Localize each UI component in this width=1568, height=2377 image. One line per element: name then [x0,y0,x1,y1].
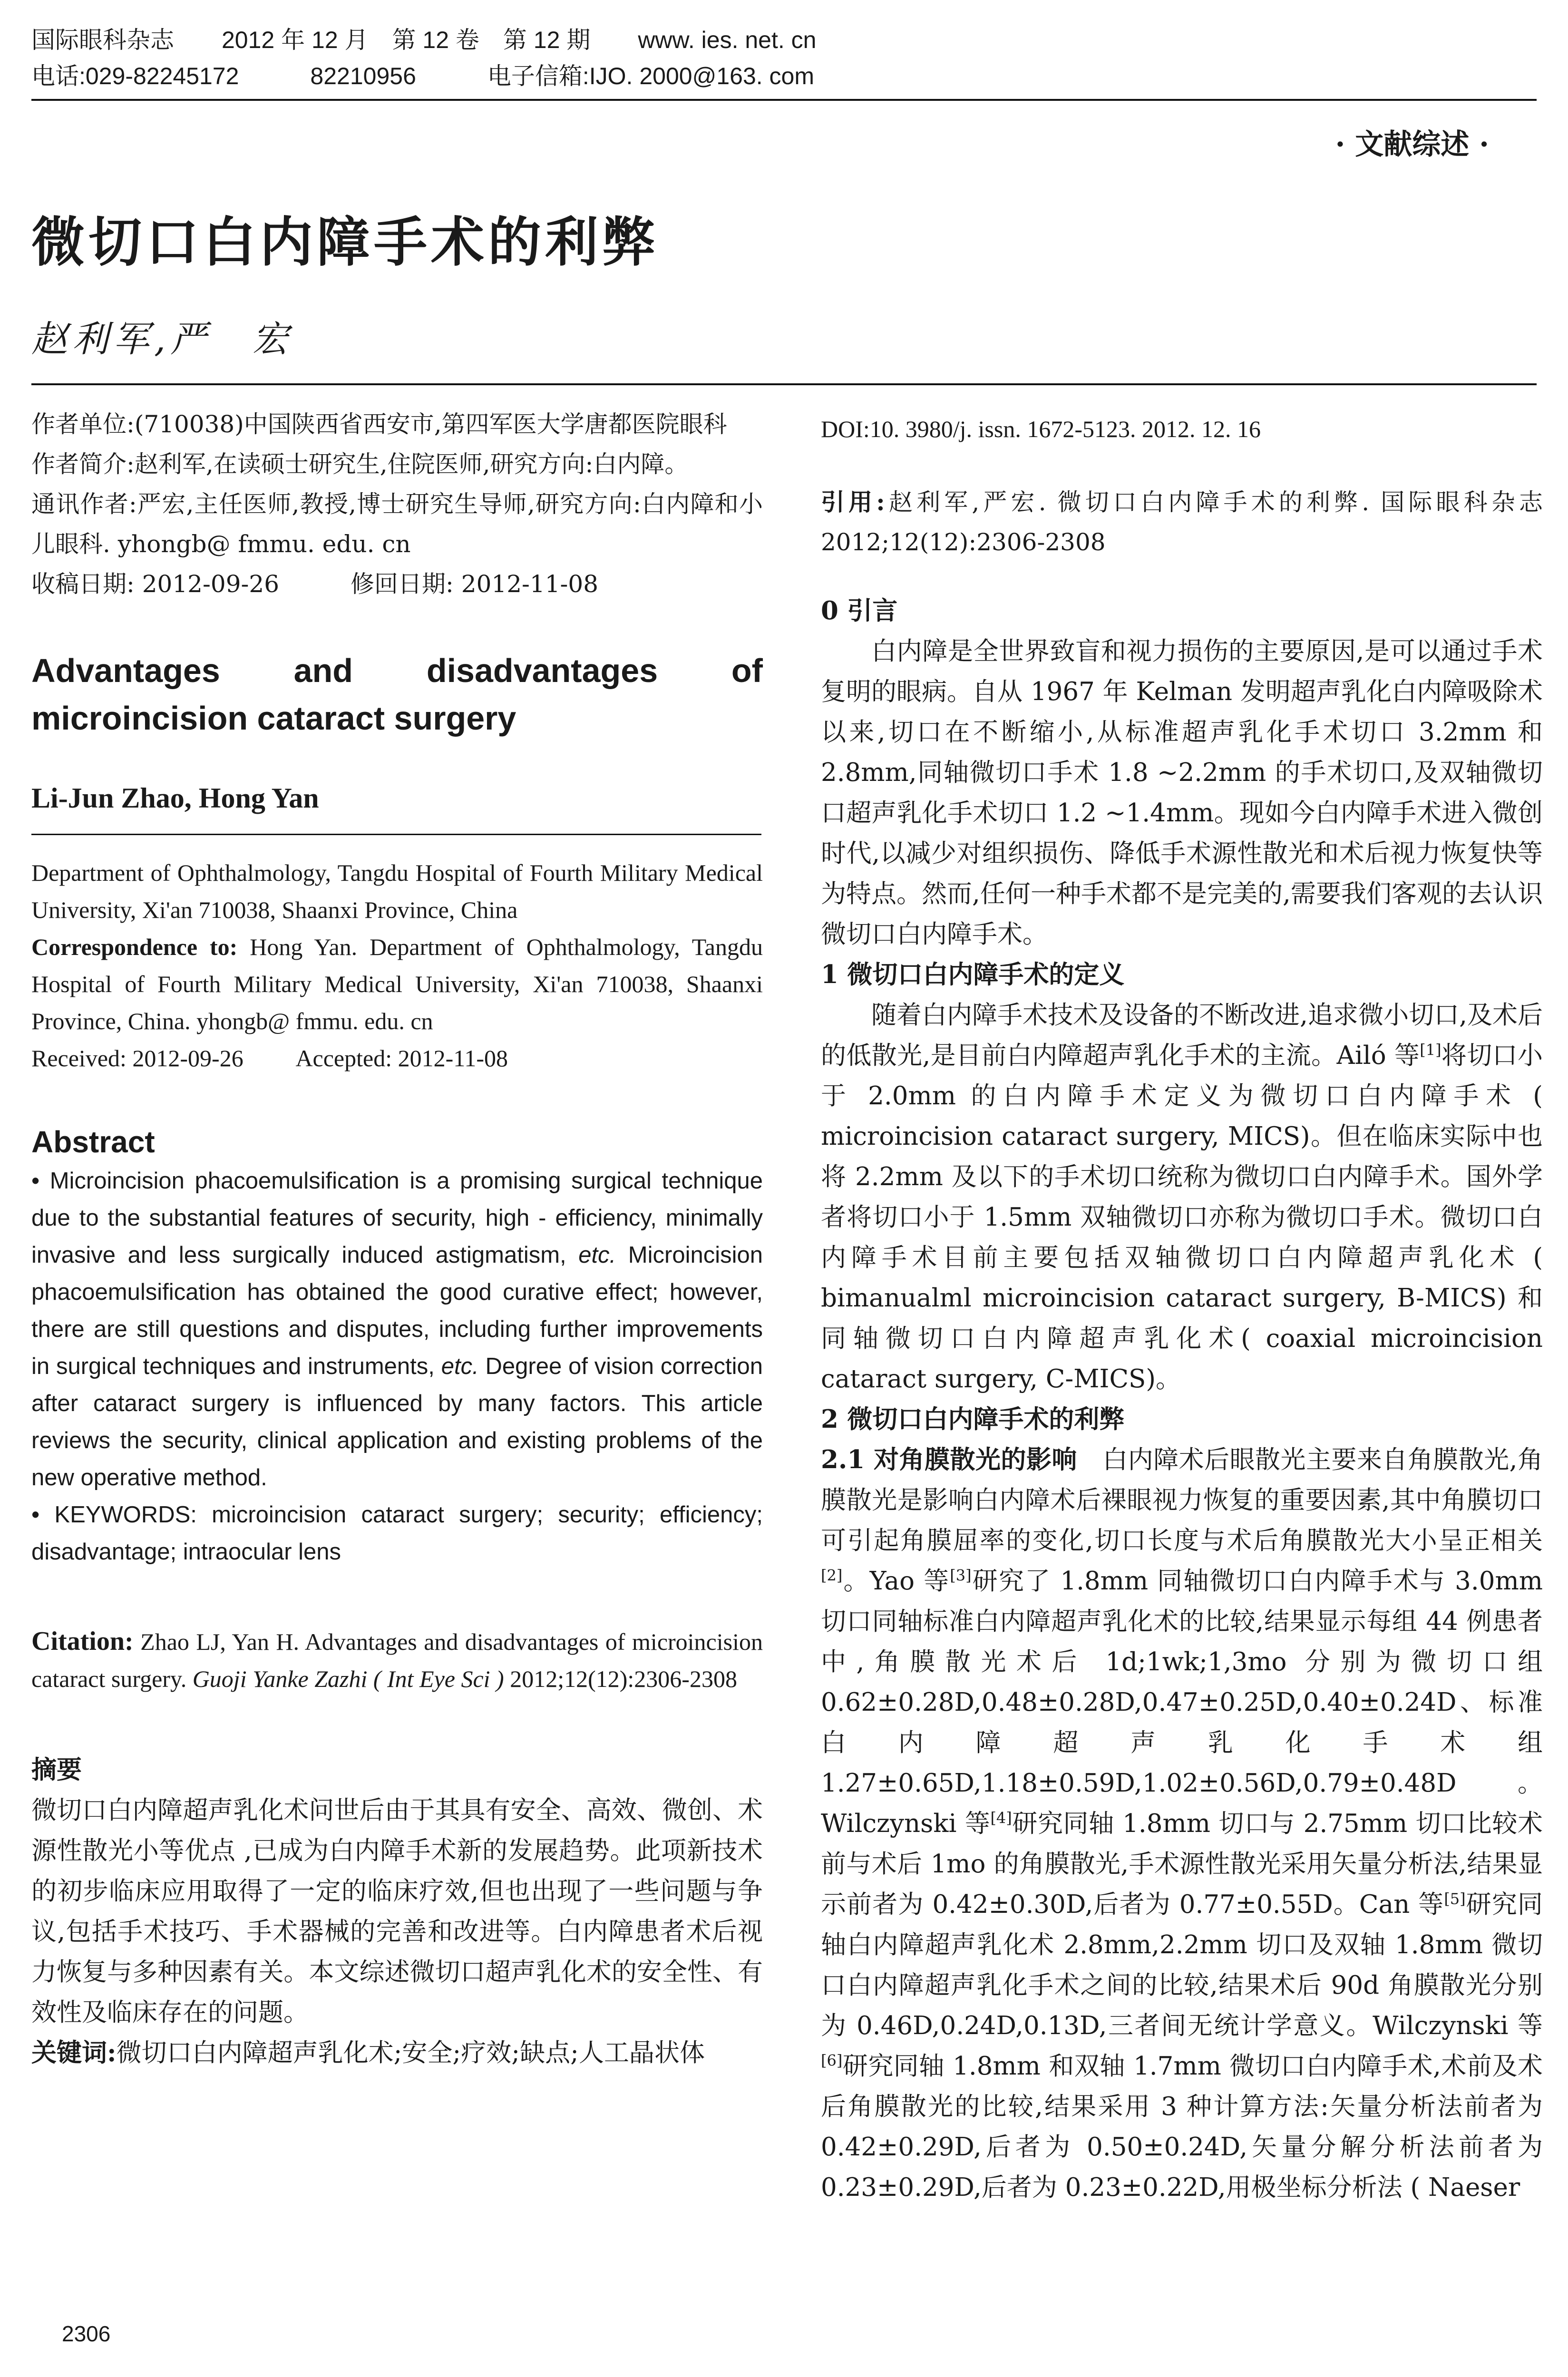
title-rule [31,383,1537,385]
abstract-heading: Abstract [31,1125,155,1159]
english-department: Department of Ophthalmology, Tangdu Hospital of Fourth Military Medical University, Xi'an 710038, Shaanxi Province, China [31,859,763,923]
cn-author-bio: 作者简介:赵利军,在读硕士研究生,住院医师,研究方向:白内障。 [31,450,689,478]
citation-text-b: 2012;12(12):2306-2308 [504,1666,737,1692]
reference-5: [5] [1444,1890,1466,1908]
reference-1: [1] [1420,1041,1441,1059]
citation [31,1623,763,1697]
citation-journal: Guoji Yanke Zazhi ( Int Eye Sci ) [192,1666,504,1692]
abstract-text [31,1162,763,1496]
section-2-text [821,1440,1543,2208]
english-correspondence [31,928,763,1040]
section-2-1-heading: 2.1 对角膜散光的影响 [821,1445,1077,1474]
reference-3: [3] [950,1566,972,1585]
reference-6: [6] [821,2051,843,2070]
section-0-heading: 0 引言 [821,596,898,625]
section-1-text-a: 随着白内障手术技术及设备的不断改进,追求微小切口,及术后的低散光,是目前白内障超声乳化手术的主流。Ailó 等 [821,1001,1543,1070]
abstract-text-a: • Microincision phacoemulsification is a promising surgical technique due to the substantial features of security, high - efficiency, minimally invasive and less surgically induced astigmatism, [31,1168,763,1268]
cn-dates: 收稿日期: 2012-09-26 修回日期: 2012-11-08 [31,570,599,598]
article-category: · 文献综述 · [1335,128,1489,161]
english-authors: Li-Jun Zhao, Hong Yan [31,782,319,814]
header-rule [31,99,1537,101]
cn-correspondence: 通讯作者:严宏,主任医师,教授,博士研究生导师,研究方向:白内障和小儿眼科. yhongb@ fmmu. edu. cn [31,490,763,558]
article-authors: 赵利军,严 宏 [31,318,293,360]
correspondence-label: Correspondence to: [31,934,238,960]
doi: DOI:10. 3980/j. issn. 1672-5123. 2012. 12. 16 [821,416,1261,442]
section-2-heading: 2 微切口白内障手术的利弊 [821,1404,1125,1434]
correspondence-text: Hong Yan. Department of Ophthalmology, Tangdu Hospital of Fourth Military Medical University, Xi'an 710038, Shaanxi Province, China. yhongb@ fmmu. edu. cn [31,934,763,1034]
right-column [821,409,1543,2208]
reference-4: [4] [990,1809,1012,1827]
article-title: 微切口白内障手术的利弊 [31,211,659,273]
authors-rule [31,834,761,835]
cn-abstract-heading: 摘要 [31,1755,82,1784]
section-2-text-b: 。Yao 等 [842,1567,950,1596]
cn-citation-text: 赵利军,严宏. 微切口白内障手术的利弊. 国际眼科杂志 2012;12(12):2306-2308 [821,488,1543,556]
section-2-text-e: 研究同轴白内障超声乳化术 2.8mm,2.2mm 切口及双轴 1.8mm 微切口白内障超声乳化手术之间的比较,结果术后 90d 角膜散光分别为 0.46D,0.24D,0.13D,三者间无统计学意义。Wilczynski 等 [821,1890,1543,2040]
citation-text-a: Zhao LJ, Yan H. Advantages and disadvantages of microincision cataract surgery. [31,1628,763,1692]
section-2-text-a: 白内障术后眼散光主要来自角膜散光,角膜散光是影响白内障术后裸眼视力恢复的重要因素,其中角膜切口可引起角膜屈率的变化,切口长度与术后角膜散光大小呈正相关 [821,1445,1543,1555]
abstract-keywords: • KEYWORDS: microincision cataract surgery; security; efficiency; disadvantage; intraocular lens [31,1502,763,1565]
journal-header-line2: 电话:029-82245172 82210956 电子信箱:IJO. 2000@163. com [31,63,814,89]
english-dates: Received: 2012-09-26 Accepted: 2012-11-08 [31,1045,508,1072]
abstract-text-c: Degree of vision correction after cataract surgery is influenced by many factors. This article reviews the security, clinical application and existing problems of the new operative method. [31,1354,763,1490]
reference-2: [2] [821,1566,843,1585]
cn-keywords-label: 关键词: [31,2038,117,2067]
section-2-text-f: 研究同轴 1.8mm 和双轴 1.7mm 微切口白内障手术,术前及术后角膜散光的比较,结果采用 3 种计算方法:矢量分析法前者为 0.42±0.29D,后者为 0.50±0.24D,矢量分解分析法前者为 0.23±0.29D,后者为 0.23±0.22D,用极坐标分析法 ( Naeser [821,2052,1543,2202]
cn-affiliation: 作者单位:(710038)中国陕西省西安市,第四军医大学唐都医院眼科 [31,410,727,438]
abstract-etc-1: etc. [578,1242,616,1268]
cn-abstract-text: 微切口白内障超声乳化术问世后由于其具有安全、高效、微创、术源性散光小等优点 ,已成为白内障手术新的发展趋势。此项新技术的初步临床应用取得了一定的临床疗效,但也出现了一些问题与争议,包括手术技巧、手术器械的完善和改进等。白内障患者术后视力恢复与多种因素有关。本文综述微切口超声乳化术的安全性、有效性及临床存在的问题。 [31,1796,763,2027]
section-2-text-d: 研究同轴 1.8mm 切口与 2.75mm 切口比较术前与术后 1mo 的角膜散光,手术源性散光采用矢量分析法,结果显示前者为 0.42±0.30D,后者为 0.77±0.55D。Can 等 [821,1809,1543,1919]
cn-citation-label: 引用: [821,488,885,516]
section-0-text: 白内障是全世界致盲和视力损伤的主要原因,是可以通过手术复明的眼病。自从 1967 年 Kelman 发明超声乳化白内障吸除术以来,切口在不断缩小,从标准超声乳化手术切口 3.2mm 和 2.8mm,同轴微切口手术 1.8 ~2.2mm 的手术切口,及双轴微切口超声乳化手术切口 1.2 ~1.4mm。现如今白内障手术进入微创时代,以减少对组织损伤、降低手术源性散光和术后视力恢复快等为特点。然而,任何一种手术都不是完美的,需要我们客观的去认识微切口白内障手术。 [821,637,1543,949]
cn-citation [821,482,1543,562]
section-1-heading: 1 微切口白内障手术的定义 [821,960,1125,989]
cn-keywords [31,2033,763,2073]
section-2-text-c: 研究了 1.8mm 同轴微切口白内障手术与 3.0mm 切口同轴标准白内障超声乳化术的比较,结果显示每组 44 例患者中,角膜散光术后 1d;1wk;1,3mo 分别为微切口组 0.62±0.28D,0.48±0.28D,0.47±0.25D,0.40±0.24D、标准白内障超声乳化手术组 1.27±0.65D,1.18±0.59D,1.02±0.56D,0.79±0.48D。Wilczynski 等 [821,1567,1543,1838]
journal-header-line1: 国际眼科杂志 2012 年 12 月 第 12 卷 第 12 期 www. ies. net. cn [31,27,817,53]
cn-keywords-text: 微切口白内障超声乳化术;安全;疗效;缺点;人工晶状体 [116,2038,705,2067]
section-1-text [821,995,1543,1399]
page-number: 2306 [62,2321,111,2346]
abstract-text-b: Microincision phacoemulsification has obtained the good curative effect; however, there are still questions and disputes, including further improvements in surgical techniques and instruments, [31,1242,763,1379]
citation-label: Citation: [31,1627,134,1656]
abstract-etc-2: etc. [441,1354,479,1379]
left-column [31,404,763,2073]
section-1-text-b: 将切口小于 2.0mm 的白内障手术定义为微切口白内障手术 ( microincision cataract surgery, MICS)。但在临床实际中也将 2.2mm 及以下的手术切口统称为微切口白内障手术。国外学者将切口小于 1.5mm 双轴微切口亦称为微切口手术。微切口白内障手术目前主要包括双轴微切口白内障超声乳化术 ( bimanualml microincision cataract surgery, B-MICS) 和同轴微切口白内障超声乳化术( coaxial microincision cataract surgery, C-MICS)。 [821,1041,1543,1393]
english-title: Advantages and disadvantages of microincision cataract surgery [31,652,763,737]
